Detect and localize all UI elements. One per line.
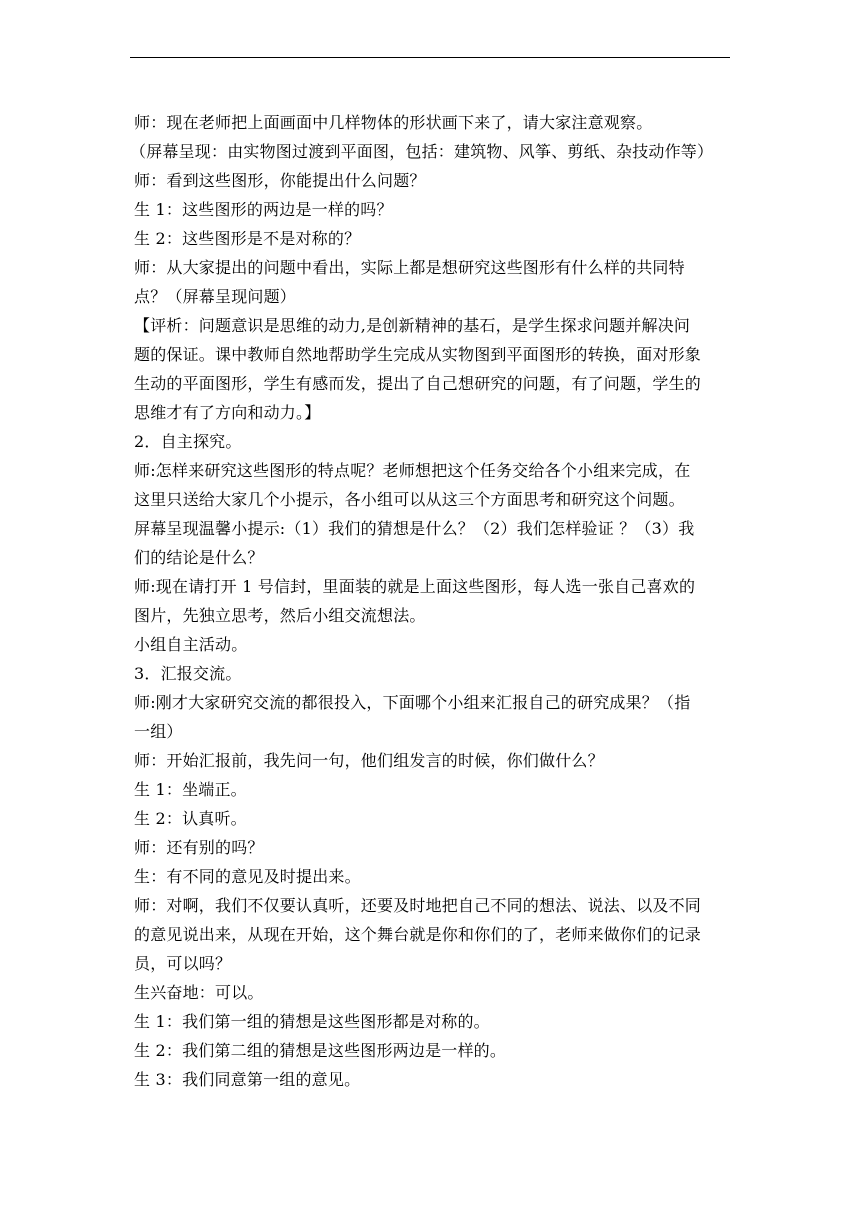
commentary-line: 思维才有了方向和动力。】 — [134, 403, 321, 422]
paragraph-line: 生 3：我们同意第一组的意见。 — [134, 1070, 361, 1089]
paragraph-line: 师:现在请打开 1 号信封，里面装的就是上面这些图形，每人选一张自己喜欢的 — [134, 577, 696, 596]
section-heading: 2．自主探究。 — [134, 432, 242, 451]
paragraph-line: 的意见说出来，从现在开始，这个舞台就是你和你们的了，老师来做你们的记录 — [134, 925, 702, 944]
paragraph-line: 图片，先独立思考，然后小组交流想法。 — [134, 606, 426, 625]
document-body — [130, 108, 730, 1094]
paragraph-line: 生 1：坐端正。 — [134, 780, 247, 799]
paragraph-line: （屏幕呈现：由实物图过渡到平面图，包括：建筑物、风筝、剪纸、杂技动作等） — [130, 142, 714, 161]
paragraph-line: 生兴奋地：可以。 — [134, 983, 264, 1002]
paragraph-line: 师：对啊，我们不仅要认真听，还要及时地把自己不同的想法、说法、以及不同 — [134, 896, 702, 915]
commentary-line: 【评析：问题意识是思维的动力,是创新精神的基石，是学生探求问题并解决问 — [134, 316, 691, 335]
paragraph-line: 师：还有别的吗？ — [134, 838, 264, 857]
paragraph-line: 生 1：我们第一组的猜想是这些图形都是对称的。 — [134, 1012, 490, 1031]
paragraph-line: 这里只送给大家几个小提示，各小组可以从这三个方面思考和研究这个问题。 — [134, 490, 685, 509]
paragraph-line: 师:刚才大家研究交流的都很投入，下面哪个小组来汇报自己的研究成果？（指 — [134, 693, 691, 712]
section-heading: 3．汇报交流。 — [134, 664, 242, 683]
commentary-line: 生动的平面图形，学生有感而发，提出了自己想研究的问题，有了问题，学生的 — [134, 374, 702, 393]
paragraph-line: 生 2：这些图形是不是对称的？ — [134, 229, 361, 248]
paragraph-line: 生 2：认真听。 — [134, 809, 247, 828]
header-rule — [130, 57, 730, 58]
paragraph-line: 生 2：我们第二组的猜想是这些图形两边是一样的。 — [134, 1041, 507, 1060]
paragraph-line: 们的结论是什么？ — [134, 548, 264, 567]
commentary-line: 题的保证。课中教师自然地帮助学生完成从实物图到平面图形的转换，面对形象 — [134, 345, 702, 364]
paragraph-line: 师：现在老师把上面画面中几样物体的形状画下来了，请大家注意观察。 — [134, 113, 653, 132]
paragraph-line: 师:怎样来研究这些图形的特点呢？老师想把这个任务交给各个小组来完成，在 — [134, 461, 691, 480]
paragraph-line: 师：开始汇报前，我先问一句，他们组发言的时候，你们做什么？ — [134, 751, 604, 770]
paragraph-line: 一组） — [134, 722, 183, 741]
paragraph-line: 生 1：这些图形的两边是一样的吗？ — [134, 200, 393, 219]
paragraph-line: 小组自主活动。 — [134, 635, 248, 654]
paragraph-line: 师：从大家提出的问题中看出，实际上都是想研究这些图形有什么样的共同特 — [134, 258, 685, 277]
paragraph-line: 屏幕呈现温馨小提示:（1）我们的猜想是什么？（2）我们怎样验证 ？（3）我 — [134, 519, 695, 538]
paragraph-line: 师：看到这些图形，你能提出什么问题？ — [134, 171, 426, 190]
paragraph-line: 员，可以吗？ — [134, 954, 232, 973]
paragraph-line: 点？（屏幕呈现问题） — [134, 287, 297, 306]
paragraph-line: 生：有不同的意见及时提出来。 — [134, 867, 361, 886]
